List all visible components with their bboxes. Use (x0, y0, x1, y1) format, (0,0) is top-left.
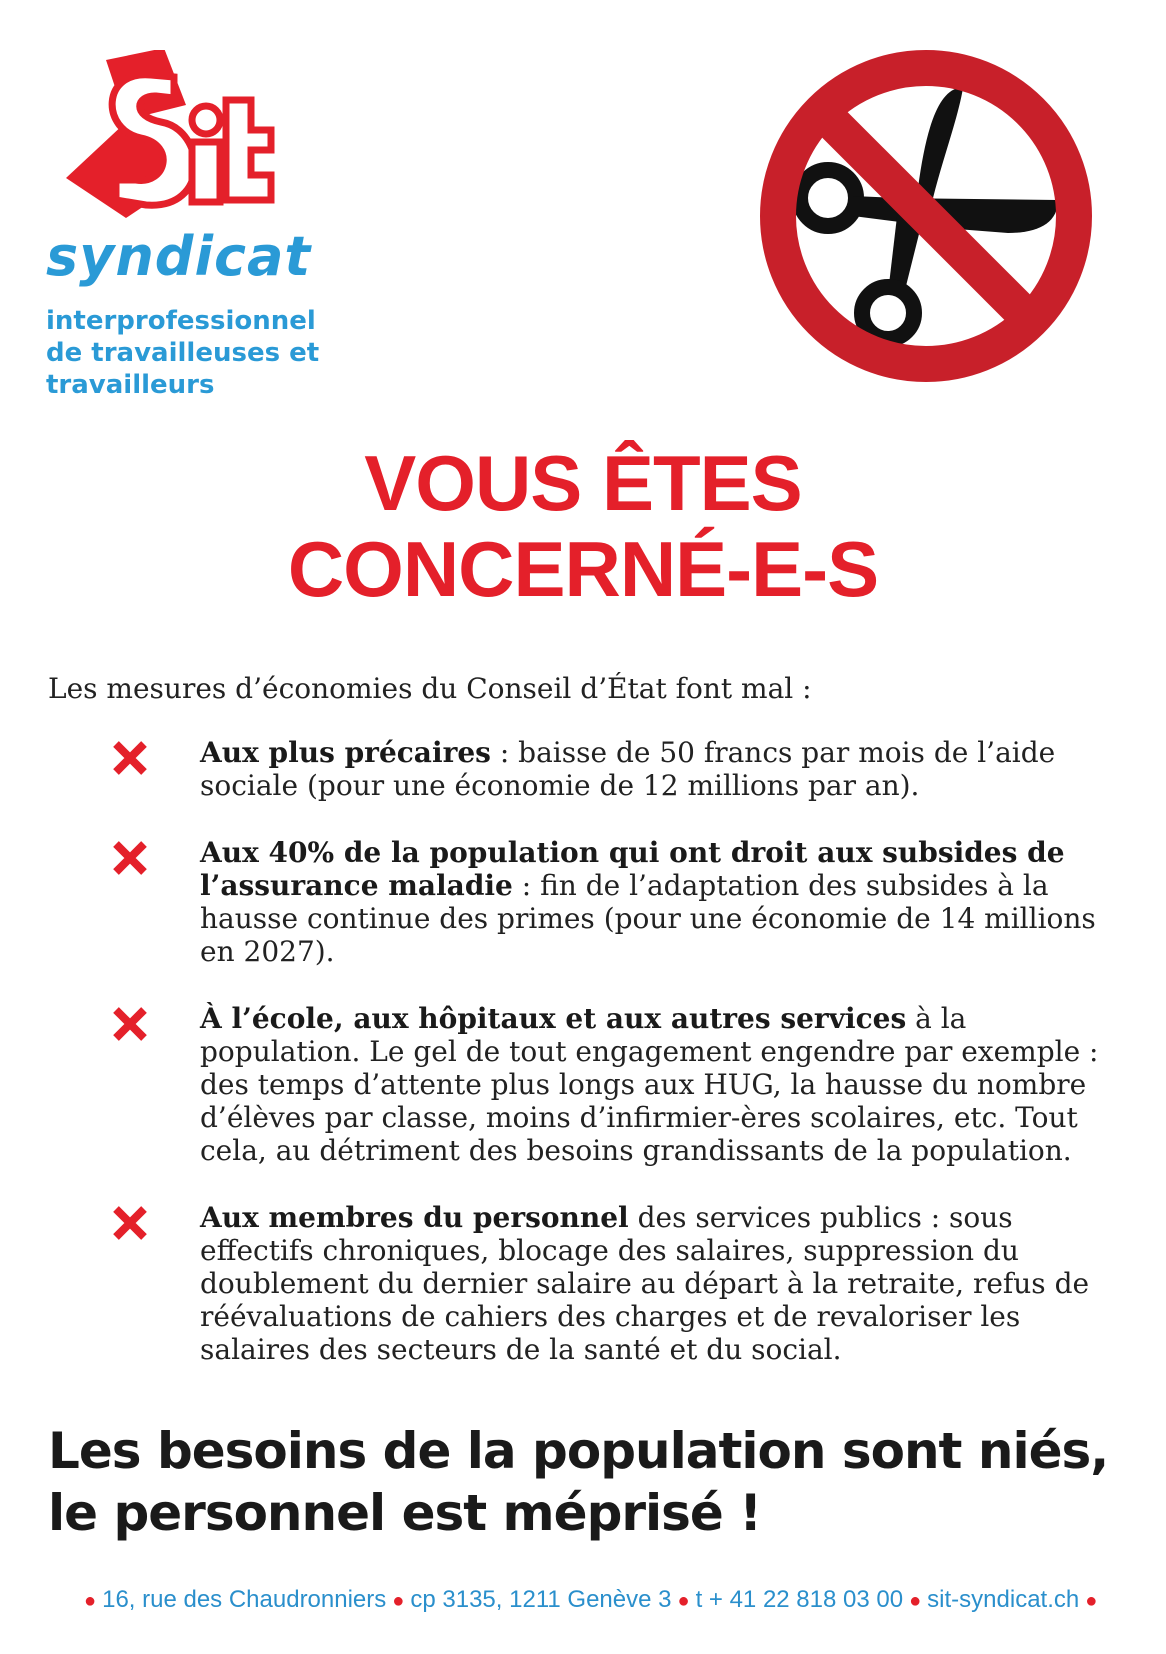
red-cross-icon (110, 1004, 150, 1044)
headline-line-1: VOUS ÊTES (364, 439, 802, 527)
bullet-dot: ● (392, 1590, 405, 1612)
logo-syndicat: syndicat (46, 225, 312, 288)
headline-line-2: CONCERNÉ-E-S (287, 525, 879, 613)
red-cross-icon (110, 1203, 150, 1243)
bullet-dot: ● (909, 1590, 922, 1612)
no-scissors-icon (758, 48, 1094, 384)
footer-contact (78, 1586, 1103, 1614)
footer-cp: cp 3135, 1211 Genève 3 (410, 1586, 672, 1613)
bullet-dot: ● (84, 1590, 97, 1612)
measures-list (110, 736, 1120, 1400)
item-bold: Aux membres du personnel (200, 1201, 629, 1234)
logo-subtitle-line: travailleurs (46, 370, 215, 400)
list-item (110, 836, 1120, 968)
intro-text: Les mesures d’économies du Conseil d’État font mal : (48, 672, 812, 705)
list-item (110, 1201, 1120, 1366)
item-bold: Aux 40% de la population qui ont droit aux subsides de l’assurance maladie (200, 836, 1065, 902)
list-item (110, 736, 1120, 802)
footer-address: 16, rue des Chaudronniers (102, 1586, 387, 1613)
logo-subtitle-line: de travailleuses et (46, 338, 320, 368)
slogan-line-1: Les besoins de la population sont niés, (48, 1422, 1109, 1480)
item-text: à la population. Le gel de tout engagement engendre par exemple : des temps d’attente plus longs aux HUG, la hausse du nombre d’élèves par classe, moins d’infirmier-ères scolaires, etc. Tout cela, au détriment des besoins grandissants de la population. (200, 1002, 1099, 1167)
footer-phone[interactable]: t + 41 22 818 03 00 (695, 1586, 904, 1613)
red-cross-icon (110, 738, 150, 778)
footer-website-link[interactable]: sit-syndicat.ch (927, 1586, 1080, 1613)
sit-logo-mark (46, 50, 286, 220)
item-text: des services publics : sous effectifs chroniques, blocage des salaires, suppression du doublement du dernier salaire au départ à la retraite, refus de réévaluations de cahiers des charges et de revaloriser les salaires des secteurs de la santé et du social. (200, 1201, 1090, 1366)
sit-logo (46, 50, 346, 400)
item-bold: Aux plus précaires (200, 736, 491, 769)
logo-subtitle (46, 305, 346, 401)
headline (0, 440, 1166, 612)
bullet-dot: ● (1085, 1590, 1098, 1612)
bullet-dot: ● (677, 1590, 690, 1612)
slogan-line-2: le personnel est méprisé ! (48, 1484, 762, 1542)
red-cross-icon (110, 838, 150, 878)
slogan (48, 1420, 1108, 1544)
item-text: : baisse de 50 francs par mois de l’aide sociale (pour une économie de 12 millions par an). (200, 736, 1056, 802)
logo-subtitle-line: interprofessionnel (46, 306, 316, 336)
item-bold: À l’école, aux hôpitaux et aux autres services (200, 1002, 907, 1035)
item-text: : fin de l’adaptation des subsides à la hausse continue des primes (pour une économie de 14 millions en 2027). (200, 869, 1096, 968)
list-item (110, 1002, 1120, 1167)
